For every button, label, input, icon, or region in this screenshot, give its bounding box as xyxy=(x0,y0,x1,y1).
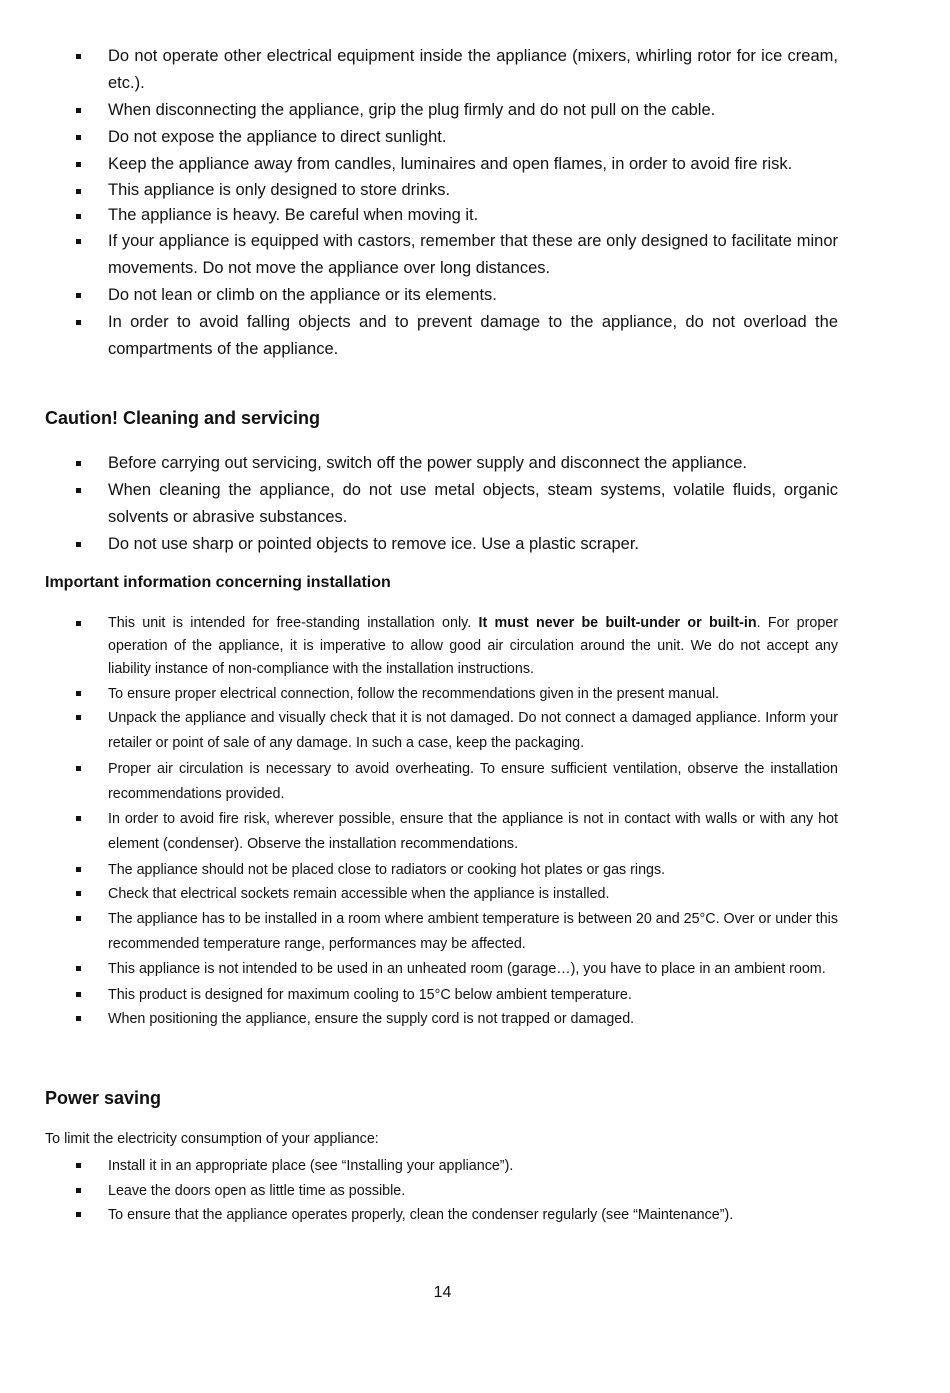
list-item: Before carrying out servicing, switch off the power supply and disconnect the appliance. xyxy=(0,450,950,477)
section-heading-installation: Important information concerning installation xyxy=(45,574,391,591)
list-item: This appliance is not intended to be used in an unheated room (garage…), you have to place in an ambient room. xyxy=(0,957,950,982)
list-item: When disconnecting the appliance, grip the plug firmly and do not pull on the cable. xyxy=(0,97,950,124)
list-item: Keep the appliance away from candles, luminaires and open flames, in order to avoid fire risk. xyxy=(0,151,950,178)
list-item: Install it in an appropriate place (see “Installing your appliance”). xyxy=(0,1154,950,1179)
installation-bullet-list xyxy=(0,612,950,1032)
list-item: Unpack the appliance and visually check that it is not damaged. Do not connect a damaged appliance. Inform your retailer or point of sale of any damage. In such a case, keep the packaging. xyxy=(0,706,950,756)
list-item: Do not use sharp or pointed objects to remove ice. Use a plastic scraper. xyxy=(0,531,950,558)
list-item: The appliance is heavy. Be careful when moving it. xyxy=(0,203,950,228)
list-item xyxy=(0,612,950,681)
list-item: The appliance should not be placed close to radiators or cooking hot plates or gas rings. xyxy=(0,858,950,882)
list-item: This appliance is only designed to store drinks. xyxy=(0,178,950,203)
section-heading-power-saving: Power saving xyxy=(45,1088,162,1108)
list-item: This product is designed for maximum cooling to 15°C below ambient temperature. xyxy=(0,983,950,1007)
list-item: To ensure proper electrical connection, follow the recommendations given in the present manual. xyxy=(0,682,950,706)
cleaning-bullet-list xyxy=(0,450,950,558)
section-heading-cleaning: Caution! Cleaning and servicing xyxy=(45,408,321,428)
list-item: To ensure that the appliance operates properly, clean the condenser regularly (see “Maintenance”). xyxy=(0,1203,950,1228)
page-number: 14 xyxy=(433,1284,452,1301)
list-item: In order to avoid falling objects and to prevent damage to the appliance, do not overload the compartments of the appliance. xyxy=(0,309,950,363)
power-saving-bullet-list xyxy=(0,1154,950,1228)
list-item: When cleaning the appliance, do not use metal objects, steam systems, volatile fluids, organic solvents or abrasive substances. xyxy=(0,477,950,531)
list-item-bold-text: It must never be built-under or built-in xyxy=(478,615,757,631)
list-item: Do not operate other electrical equipment inside the appliance (mixers, whirling rotor for ice cream, etc.). xyxy=(0,43,950,97)
list-item: Proper air circulation is necessary to avoid overheating. To ensure sufficient ventilation, observe the installation recommendations provided. xyxy=(0,757,950,807)
list-item: The appliance has to be installed in a room where ambient temperature is between 20 and 25°C. Over or under this recommended temperature range, performances may be affected. xyxy=(0,907,950,957)
safety-bullet-list xyxy=(0,43,950,363)
list-item: In order to avoid fire risk, wherever possible, ensure that the appliance is not in contact with walls or with any hot element (condenser). Observe the installation recommendations. xyxy=(0,807,950,857)
list-item: When positioning the appliance, ensure the supply cord is not trapped or damaged. xyxy=(0,1007,950,1031)
list-item: Do not lean or climb on the appliance or its elements. xyxy=(0,282,950,309)
power-saving-intro: To limit the electricity consumption of your appliance: xyxy=(45,1131,379,1147)
list-item: Leave the doors open as little time as possible. xyxy=(0,1179,950,1203)
list-item-text: This unit is intended for free-standing installation only. xyxy=(108,615,479,631)
list-item: If your appliance is equipped with castors, remember that these are only designed to facilitate minor movements. Do not move the appliance over long distances. xyxy=(0,228,950,282)
list-item: Do not expose the appliance to direct sunlight. xyxy=(0,124,950,151)
list-item-text: . For proper operation of the appliance, it is imperative to allow good air circulation around the unit. We do not accept any liability instance of non-compliance with the installation instructions. xyxy=(108,615,838,677)
list-item: Check that electrical sockets remain accessible when the appliance is installed. xyxy=(0,882,950,906)
